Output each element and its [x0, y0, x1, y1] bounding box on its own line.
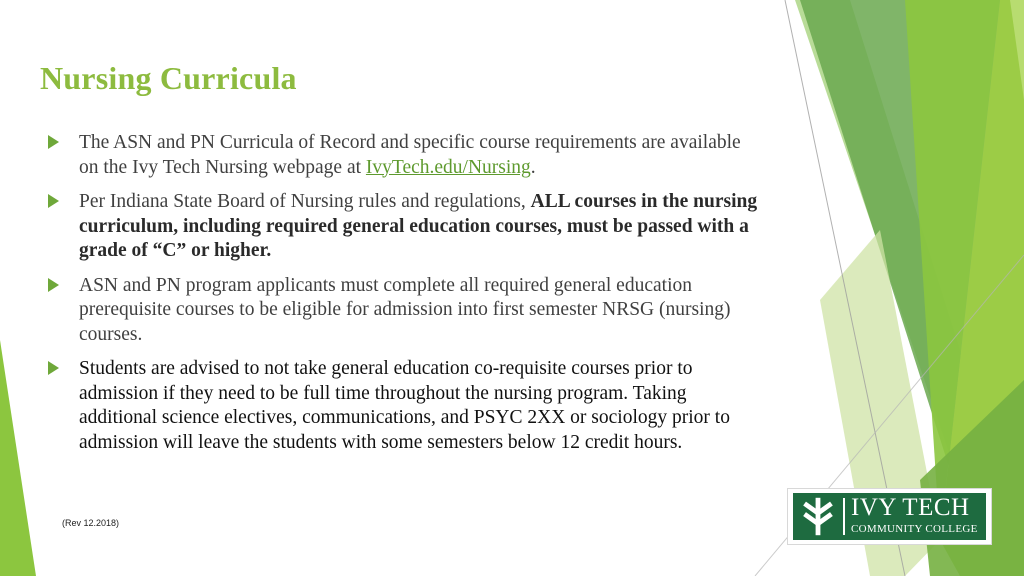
bullet-item-grade-requirement: [48, 190, 763, 264]
bullet-arrow-icon: [48, 194, 59, 208]
bullet-item-co-requisites: [48, 357, 763, 455]
left-accent-triangle: [0, 340, 36, 576]
bullet-text: ASN and PN program applicants must complete all required general education prerequisite courses to be eligible for admission into first semester NRSG (nursing) courses.: [79, 274, 731, 345]
bullet-arrow-icon: [48, 361, 59, 375]
bullet-text: The ASN and PN Curricula of Record and specific course requirements are available on the Ivy Tech Nursing webpage at: [79, 132, 741, 178]
nursing-webpage-link[interactable]: IvyTech.edu/Nursing: [365, 156, 531, 178]
bullet-bold-text: ALL courses in the nursing curriculum, including required general education courses, must be passed with a grade of “C” or higher.: [79, 191, 758, 261]
logo-panel: [793, 493, 986, 540]
bullet-text: Students are advised to not take general education co-requisite courses prior to admission if they need to be full time throughout the nursing program. Taking additional science electives, communications, and PSYC 2XX or sociology prior to admission will leave the students with some semesters below 12 credit hours.: [79, 358, 730, 453]
bullet-item-prerequisites: [48, 274, 763, 348]
logo-name: IVY TECH: [851, 494, 970, 521]
ivy-tech-logo: [787, 488, 992, 545]
revision-note: (Rev 12.2018): [62, 518, 120, 528]
bullet-arrow-icon: [48, 278, 59, 292]
bullet-list: [48, 131, 763, 465]
logo-subtitle: COMMUNITY COLLEGE: [851, 523, 978, 535]
slide-title: Nursing Curricula: [40, 60, 297, 96]
bullet-item-curricula: [48, 131, 763, 180]
ivy-leaf-icon: [793, 493, 843, 540]
bullet-text-end: .: [530, 156, 536, 178]
logo-divider: [843, 498, 845, 535]
bullet-arrow-icon: [48, 135, 59, 149]
bullet-text: Per Indiana State Board of Nursing rules and regulations,: [79, 191, 531, 212]
